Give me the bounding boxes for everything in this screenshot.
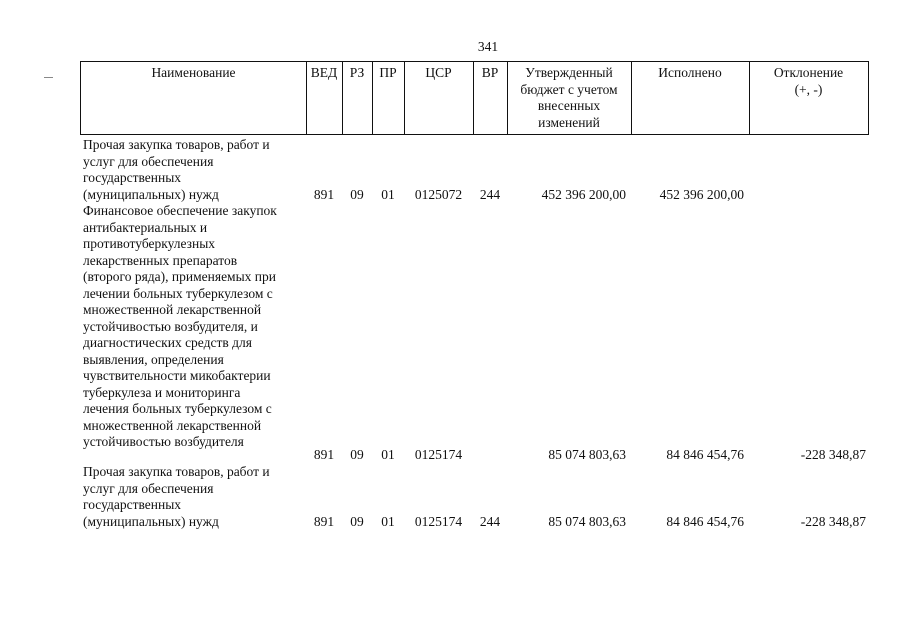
header-budget: Утвержденный бюджет с учетом внесенных изменений bbox=[520, 65, 618, 130]
row-name: Прочая закупка товаров, работ и услуг для обеспечения государственных (муниципальных) нужд bbox=[83, 137, 270, 202]
row-budget: 85 074 803,63 bbox=[548, 514, 626, 529]
row-vr: 244 bbox=[479, 514, 501, 529]
row-budget: 85 074 803,63 bbox=[548, 447, 626, 462]
header-vr: ВР bbox=[481, 65, 499, 80]
header-top-border bbox=[80, 61, 869, 62]
row-rz: 09 bbox=[350, 514, 364, 529]
page-number: 341 bbox=[477, 39, 499, 54]
row-name: Финансовое обеспечение закупок антибактериальных и противотуберкулезных лекарственных препаратов (второго ряда), применяемых при лечении больных туберкулезом с множественной лекарственной устойчивостью возбудителя, и диагностических средств для выявления, определения чувствительности микобактерии туберкулеза и мониторинга лечения больных туберкулезом с множественной лекарственной устойчивостью возбудителя bbox=[83, 203, 277, 449]
row-ved: 891 bbox=[313, 447, 335, 462]
row-csr: 0125174 bbox=[414, 514, 463, 529]
row-pr: 01 bbox=[381, 514, 395, 529]
header-name: Наименование bbox=[151, 65, 236, 80]
row-ved: 891 bbox=[313, 514, 335, 529]
row-name: Прочая закупка товаров, работ и услуг для обеспечения государственных (муниципальных) нужд bbox=[83, 464, 270, 529]
row-executed: 452 396 200,00 bbox=[659, 187, 744, 202]
row-pr: 01 bbox=[381, 447, 395, 462]
header-ved: ВЕД bbox=[310, 65, 338, 80]
scan-artifact bbox=[44, 77, 53, 78]
row-csr: 0125072 bbox=[414, 187, 463, 202]
header-bottom-border bbox=[80, 134, 869, 135]
header-executed: Исполнено bbox=[658, 65, 722, 80]
row-executed: 84 846 454,76 bbox=[666, 514, 744, 529]
row-ved: 891 bbox=[313, 187, 335, 202]
col-border-right bbox=[868, 61, 869, 135]
row-rz: 09 bbox=[350, 187, 364, 202]
row-pr: 01 bbox=[381, 187, 395, 202]
row-rz: 09 bbox=[350, 447, 364, 462]
row-deviation: -228 348,87 bbox=[800, 447, 866, 462]
header-csr: ЦСР bbox=[425, 65, 452, 80]
row-executed: 84 846 454,76 bbox=[666, 447, 744, 462]
header-deviation: Отклонение (+, -) bbox=[773, 65, 844, 97]
row-csr: 0125174 bbox=[414, 447, 463, 462]
header-rz: РЗ bbox=[349, 65, 365, 80]
row-deviation: -228 348,87 bbox=[800, 514, 866, 529]
row-budget: 452 396 200,00 bbox=[541, 187, 626, 202]
header-pr: ПР bbox=[379, 65, 397, 80]
row-vr: 244 bbox=[479, 187, 501, 202]
